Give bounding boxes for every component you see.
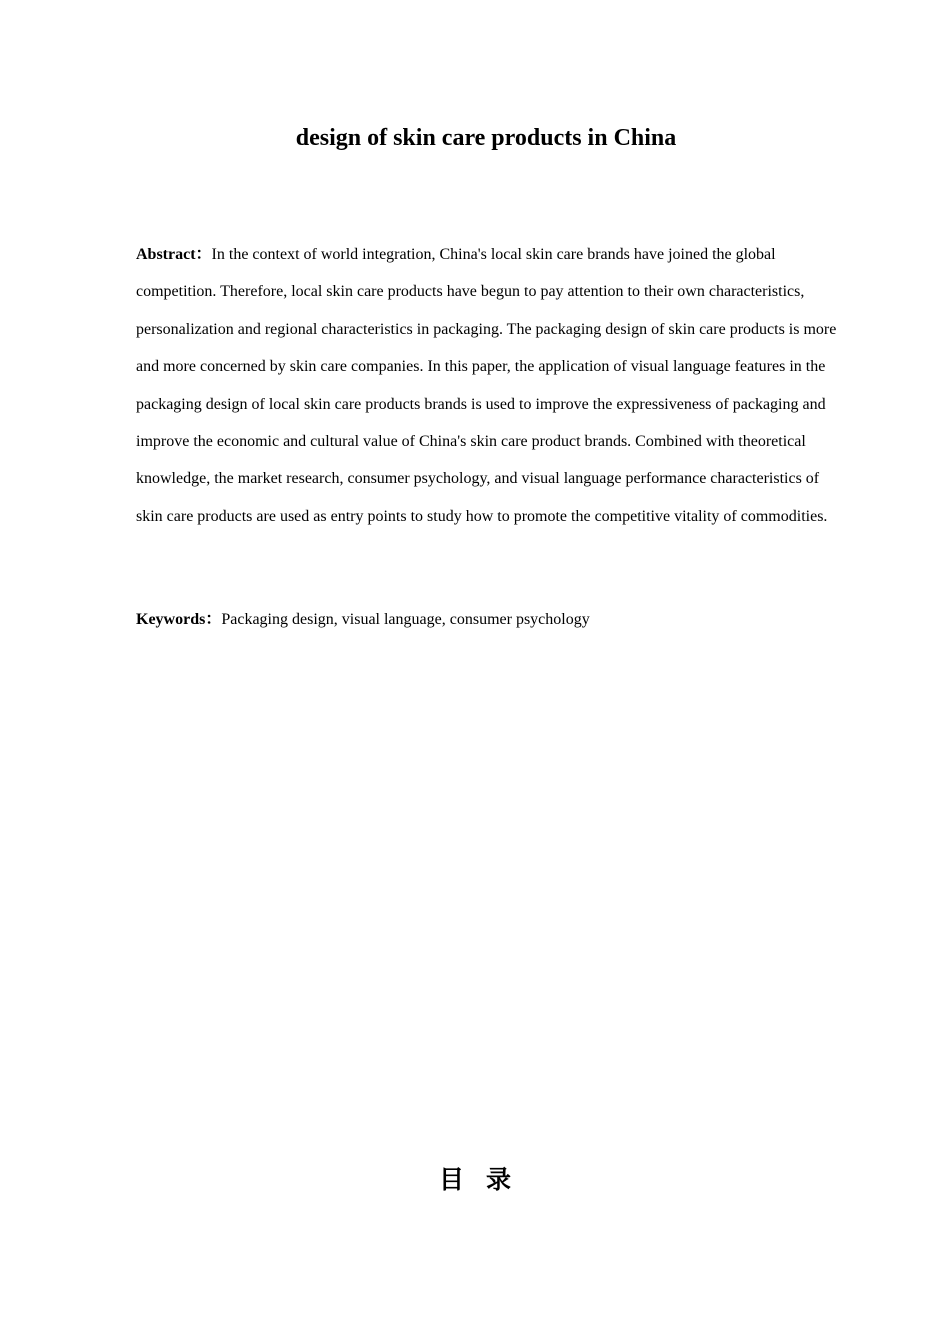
table-of-contents-heading: 目录 [438, 1165, 533, 1194]
document-title: design of skin care products in China [295, 125, 677, 151]
abstract-label: Abstract： [136, 246, 212, 263]
abstract-paragraph [136, 236, 841, 535]
keywords-paragraph [136, 603, 841, 637]
keywords-text: Packaging design, visual language, consumer psychology [221, 611, 590, 628]
abstract-text: In the context of world integration, China's local skin care brands have joined the global competition. Therefore, local skin care products have begun to pay attention to their own characteristics, personalization and regional characteristics in packaging. The packaging design of skin care products is more and more concerned by skin care companies. In this paper, the application of visual language features in the packaging design of local skin care products brands is used to improve the expressiveness of packaging and improve the economic and cultural value of China's skin care product brands. Combined with theoretical knowledge, the market research, consumer psychology, and visual language performance characteristics of skin care products are used as entry points to study how to promote the competitive vitality of commodities. [136, 246, 837, 525]
keywords-label: Keywords： [136, 611, 222, 628]
